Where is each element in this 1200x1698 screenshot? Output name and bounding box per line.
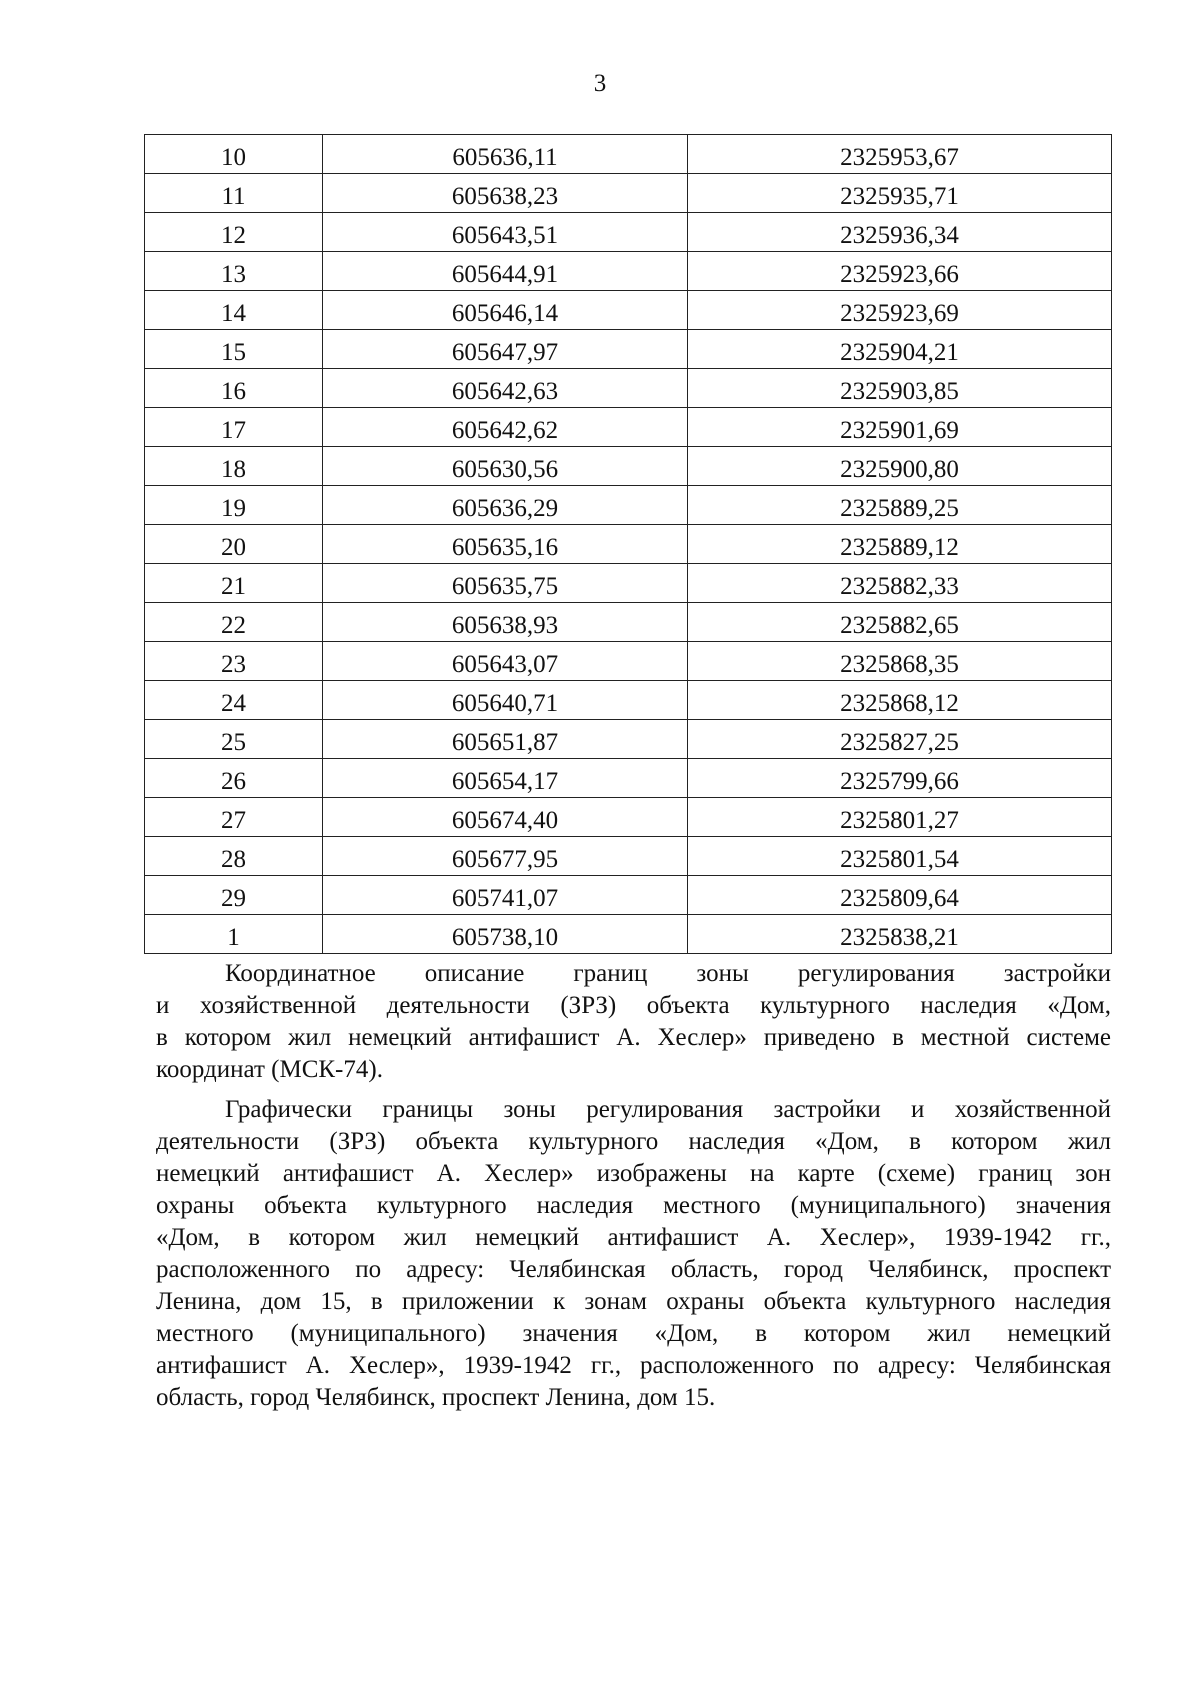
x-coordinate-cell: 605635,75 (323, 564, 688, 603)
point-number-cell: 18 (145, 447, 323, 486)
x-coordinate-cell: 605644,91 (323, 252, 688, 291)
y-coordinate-cell: 2325809,64 (688, 876, 1112, 915)
x-coordinate-cell: 605636,29 (323, 486, 688, 525)
x-coordinate-cell: 605677,95 (323, 837, 688, 876)
y-coordinate-cell: 2325901,69 (688, 408, 1112, 447)
graphic-boundaries-paragraph (156, 1094, 1111, 1414)
text-line: в котором жил немецкий антифашист А. Хеслер» приведено в местной системе (156, 1024, 1111, 1051)
y-coordinate-cell: 2325923,69 (688, 291, 1112, 330)
point-number-cell: 12 (145, 213, 323, 252)
text-line: Ленина, дом 15, в приложении к зонам охраны объекта культурного наследия (156, 1288, 1111, 1315)
table-row (145, 915, 1112, 954)
point-number-cell: 16 (145, 369, 323, 408)
point-number-cell: 1 (145, 915, 323, 954)
x-coordinate-cell: 605654,17 (323, 759, 688, 798)
coordinates-table-body (145, 135, 1112, 954)
point-number-cell: 10 (145, 135, 323, 174)
point-number-cell: 22 (145, 603, 323, 642)
text-line: область, город Челябинск, проспект Ленина, дом 15. (156, 1384, 716, 1411)
y-coordinate-cell: 2325923,66 (688, 252, 1112, 291)
point-number-cell: 21 (145, 564, 323, 603)
x-coordinate-cell: 605642,62 (323, 408, 688, 447)
x-coordinate-cell: 605741,07 (323, 876, 688, 915)
x-coordinate-cell: 605643,51 (323, 213, 688, 252)
point-number-cell: 29 (145, 876, 323, 915)
table-row (145, 174, 1112, 213)
y-coordinate-cell: 2325900,80 (688, 447, 1112, 486)
point-number-cell: 24 (145, 681, 323, 720)
y-coordinate-cell: 2325936,34 (688, 213, 1112, 252)
text-line: немецкий антифашист А. Хеслер» изображены на карте (схеме) границ зон (156, 1160, 1111, 1187)
point-number-cell: 13 (145, 252, 323, 291)
point-number-cell: 15 (145, 330, 323, 369)
point-number-cell: 11 (145, 174, 323, 213)
table-row (145, 759, 1112, 798)
point-number-cell: 28 (145, 837, 323, 876)
table-row (145, 876, 1112, 915)
table-row (145, 837, 1112, 876)
x-coordinate-cell: 605638,23 (323, 174, 688, 213)
table-row (145, 135, 1112, 174)
x-coordinate-cell: 605640,71 (323, 681, 688, 720)
y-coordinate-cell: 2325889,25 (688, 486, 1112, 525)
table-row (145, 291, 1112, 330)
point-number-cell: 19 (145, 486, 323, 525)
x-coordinate-cell: 605651,87 (323, 720, 688, 759)
table-row (145, 213, 1112, 252)
text-line: антифашист А. Хеслер», 1939-1942 гг., расположенного по адресу: Челябинская (156, 1352, 1111, 1379)
table-row (145, 408, 1112, 447)
x-coordinate-cell: 605646,14 (323, 291, 688, 330)
table-row (145, 525, 1112, 564)
y-coordinate-cell: 2325935,71 (688, 174, 1112, 213)
table-row (145, 603, 1112, 642)
y-coordinate-cell: 2325801,27 (688, 798, 1112, 837)
table-row (145, 720, 1112, 759)
point-number-cell: 17 (145, 408, 323, 447)
x-coordinate-cell: 605630,56 (323, 447, 688, 486)
y-coordinate-cell: 2325903,85 (688, 369, 1112, 408)
point-number-cell: 26 (145, 759, 323, 798)
page-number: 3 (593, 70, 607, 97)
table-row (145, 681, 1112, 720)
table-row (145, 642, 1112, 681)
y-coordinate-cell: 2325868,12 (688, 681, 1112, 720)
y-coordinate-cell: 2325953,67 (688, 135, 1112, 174)
y-coordinate-cell: 2325838,21 (688, 915, 1112, 954)
table-row (145, 252, 1112, 291)
x-coordinate-cell: 605674,40 (323, 798, 688, 837)
y-coordinate-cell: 2325827,25 (688, 720, 1112, 759)
y-coordinate-cell: 2325904,21 (688, 330, 1112, 369)
text-line: координат (МСК-74). (156, 1056, 383, 1083)
point-number-cell: 27 (145, 798, 323, 837)
table-row (145, 447, 1112, 486)
y-coordinate-cell: 2325882,65 (688, 603, 1112, 642)
y-coordinate-cell: 2325882,33 (688, 564, 1112, 603)
y-coordinate-cell: 2325799,66 (688, 759, 1112, 798)
x-coordinate-cell: 605638,93 (323, 603, 688, 642)
table-row (145, 798, 1112, 837)
x-coordinate-cell: 605642,63 (323, 369, 688, 408)
point-number-cell: 20 (145, 525, 323, 564)
text-line: и хозяйственной деятельности (ЗРЗ) объекта культурного наследия «Дом, (156, 992, 1111, 1019)
y-coordinate-cell: 2325868,35 (688, 642, 1112, 681)
point-number-cell: 14 (145, 291, 323, 330)
x-coordinate-cell: 605647,97 (323, 330, 688, 369)
text-line: Графически границы зоны регулирования застройки и хозяйственной (225, 1096, 1111, 1123)
text-line: деятельности (ЗРЗ) объекта культурного наследия «Дом, в котором жил (156, 1128, 1111, 1155)
text-line: расположенного по адресу: Челябинская область, город Челябинск, проспект (156, 1256, 1111, 1283)
table-row (145, 486, 1112, 525)
point-number-cell: 25 (145, 720, 323, 759)
text-line: охраны объекта культурного наследия местного (муниципального) значения (156, 1192, 1111, 1219)
text-line: «Дом, в котором жил немецкий антифашист А. Хеслер», 1939-1942 гг., (156, 1224, 1111, 1251)
text-line: местного (муниципального) значения «Дом, в котором жил немецкий (156, 1320, 1111, 1347)
x-coordinate-cell: 605635,16 (323, 525, 688, 564)
coordinates-table (144, 134, 1112, 954)
point-number-cell: 23 (145, 642, 323, 681)
y-coordinate-cell: 2325801,54 (688, 837, 1112, 876)
x-coordinate-cell: 605643,07 (323, 642, 688, 681)
x-coordinate-cell: 605636,11 (323, 135, 688, 174)
table-row (145, 330, 1112, 369)
text-line: Координатное описание границ зоны регулирования застройки (225, 960, 1111, 987)
table-row (145, 564, 1112, 603)
x-coordinate-cell: 605738,10 (323, 915, 688, 954)
table-row (145, 369, 1112, 408)
coordinate-description-paragraph (156, 958, 1111, 1086)
y-coordinate-cell: 2325889,12 (688, 525, 1112, 564)
